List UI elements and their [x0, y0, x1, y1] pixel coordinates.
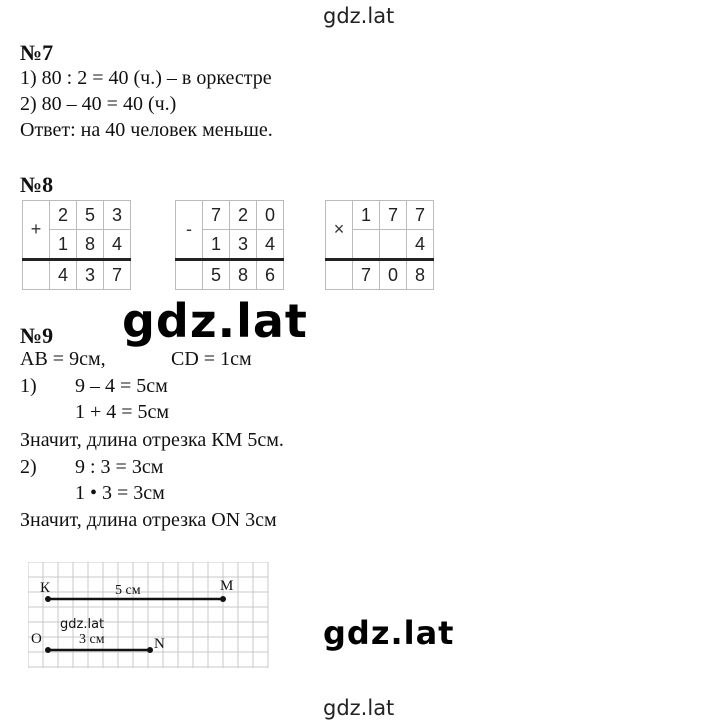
grid-cell	[23, 260, 50, 290]
conclusion-1: Значит, длина отрезка КМ 5см.	[20, 429, 284, 451]
segments-drawing	[28, 562, 278, 672]
result-cell: 7	[104, 260, 131, 290]
grid-cell	[326, 260, 353, 290]
grid-cell: 1	[203, 230, 230, 260]
step1-number: 1)	[20, 375, 37, 397]
watermark-right: gdz.lat	[323, 614, 455, 652]
task9-heading: №9	[20, 323, 54, 348]
task7-heading: №7	[20, 40, 54, 65]
point-o	[45, 647, 51, 653]
grid-cell: 4	[257, 230, 284, 260]
grid-cell	[380, 230, 407, 260]
result-cell: 3	[77, 260, 104, 290]
task7-line-2: 2) 80 – 40 = 40 (ч.)	[20, 93, 177, 115]
given-cd: CD = 1см	[171, 348, 252, 370]
multiplication-grid	[325, 200, 434, 290]
step1-line-a: 9 – 4 = 5см	[75, 375, 168, 397]
result-cell: 4	[50, 260, 77, 290]
grid-cell: 1	[353, 201, 380, 230]
watermark-top: gdz.lat	[323, 4, 395, 28]
result-cell: 0	[380, 260, 407, 290]
plus-sign: +	[23, 201, 50, 260]
grid-cell: 8	[77, 230, 104, 260]
result-cell: 8	[407, 260, 434, 290]
grid-cell: 7	[380, 201, 407, 230]
task8-heading: №8	[20, 172, 54, 197]
grid-cell: 2	[50, 201, 77, 230]
grid-cell: 2	[230, 201, 257, 230]
grid-cell: 5	[77, 201, 104, 230]
grid-cell: 0	[257, 201, 284, 230]
grid-cell: 7	[203, 201, 230, 230]
label-k: К	[40, 580, 51, 596]
watermark-middle: gdz.lat	[122, 294, 308, 348]
grid-cell: 4	[407, 230, 434, 260]
step2-line-a: 9 : 3 = 3см	[75, 456, 164, 478]
point-n	[147, 647, 153, 653]
result-cell: 7	[353, 260, 380, 290]
multiply-sign: ×	[326, 201, 353, 260]
grid-cell	[176, 260, 203, 290]
grid-cell: 4	[104, 230, 131, 260]
step2-line-b: 1 • 3 = 3см	[75, 482, 165, 504]
grid-cell: 3	[230, 230, 257, 260]
watermark-small: gdz.lat	[60, 617, 105, 632]
grid-cell: 7	[407, 201, 434, 230]
conclusion-2: Значит, длина отрезка ON 3см	[20, 509, 277, 531]
point-k	[45, 596, 51, 602]
watermark-bottom: gdz.lat	[323, 696, 395, 720]
grid-cell: 1	[50, 230, 77, 260]
label-o: O	[31, 631, 42, 647]
subtraction-grid	[175, 200, 284, 290]
label-m: M	[220, 578, 234, 594]
label-km-length: 5 см	[115, 583, 141, 598]
step1-line-b: 1 + 4 = 5см	[75, 401, 170, 423]
label-on-length: 3 см	[79, 632, 105, 647]
grid-cell	[353, 230, 380, 260]
step2-number: 2)	[20, 456, 37, 478]
given-ab: AB = 9см,	[20, 348, 106, 370]
grid-cell: 3	[104, 201, 131, 230]
result-cell: 5	[203, 260, 230, 290]
task7-line-3: Ответ: на 40 человек меньше.	[20, 119, 273, 141]
minus-sign: -	[176, 201, 203, 260]
task7-line-1: 1) 80 : 2 = 40 (ч.) – в оркестре	[20, 67, 272, 89]
result-cell: 6	[257, 260, 284, 290]
label-n: N	[154, 636, 165, 652]
addition-grid	[22, 200, 131, 290]
point-m	[220, 596, 226, 602]
result-cell: 8	[230, 260, 257, 290]
